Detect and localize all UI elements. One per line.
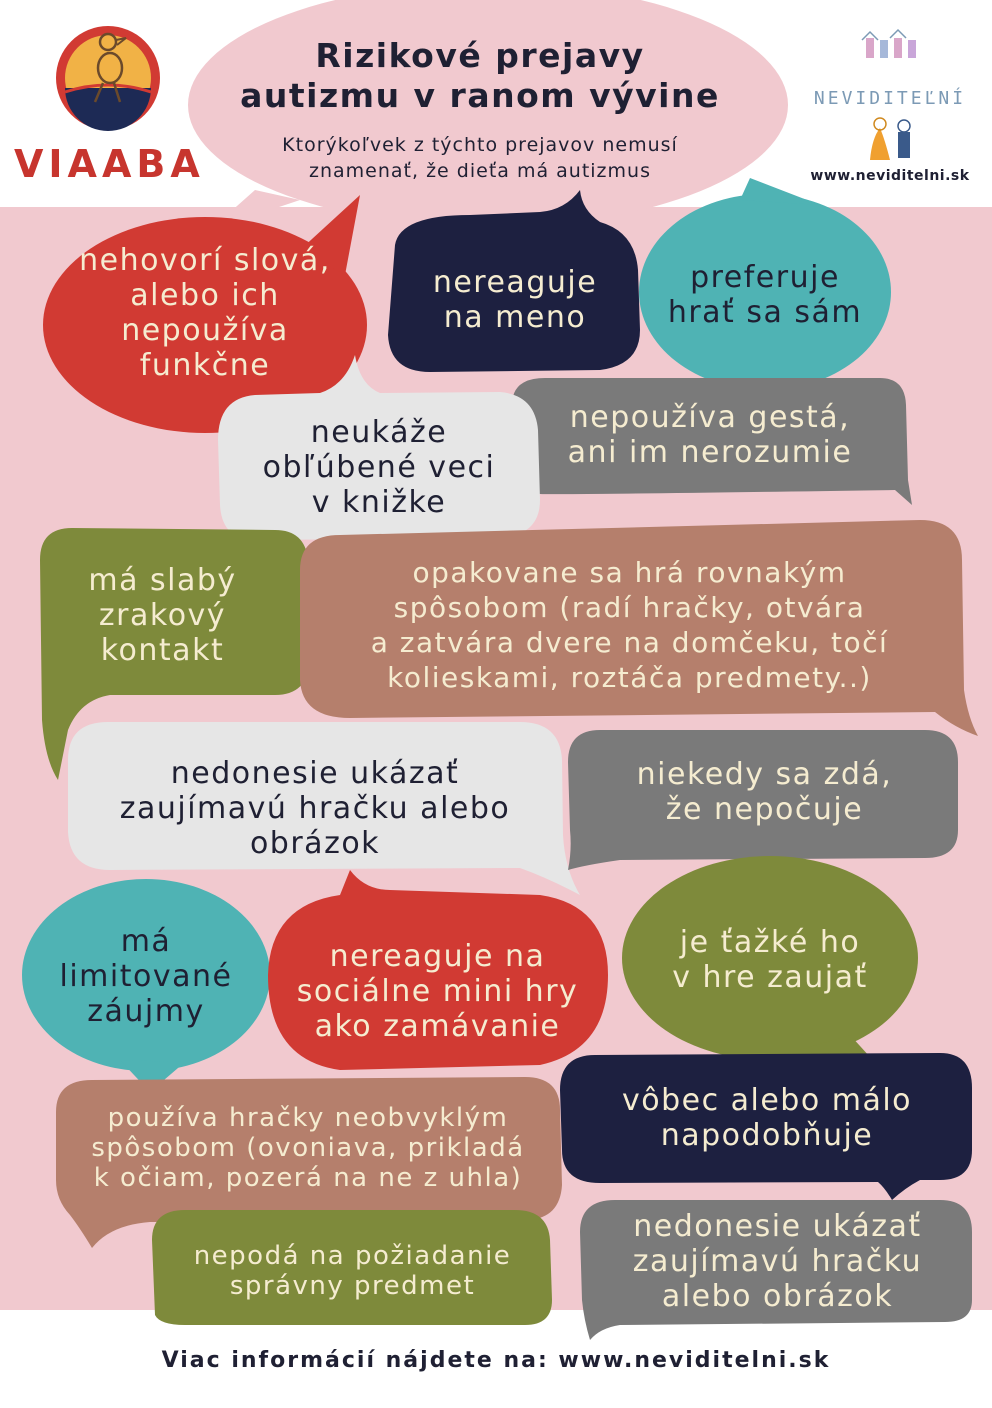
bubble-text-2: nereaguje na meno bbox=[432, 265, 598, 335]
neviditelni-logo-text: NEVIDITEĽNÍ bbox=[813, 88, 967, 109]
title-line-1: Rizikové prejavy bbox=[315, 36, 645, 75]
title-line-2: autizmu v ranom vývine bbox=[240, 76, 720, 115]
bubble-text-14: vôbec alebo málo napodobňuje bbox=[621, 1083, 913, 1153]
bird-sun-logo-icon bbox=[56, 26, 160, 131]
viaaba-logo-text: VIAABA bbox=[14, 142, 205, 186]
bubble-text-6: má slabý zrakový kontakt bbox=[88, 562, 237, 668]
bubble-text-5: nepoužíva gestá, ani im nerozumie bbox=[567, 400, 853, 470]
bubble-text-12: je ťažké ho v hre zaujať bbox=[672, 925, 868, 995]
bubble-text-11: nereaguje na sociálne mini hry ako zamávanie bbox=[296, 938, 579, 1044]
bubble-text-8: nedonesie ukázať zaujímavú hračku alebo obrázok bbox=[119, 755, 511, 861]
subtitle-line-1: Ktorýkoľvek z týchto prejavov nemusí bbox=[282, 134, 678, 156]
bubble-text-13: používa hračky neobvyklým spôsobom (ovoniava, prikladá k očiam, pozerá na ne z uhla) bbox=[91, 1103, 525, 1193]
bubble-text-10: má limitované záujmy bbox=[59, 923, 233, 1029]
bubble-text-1: nehovorí slová, alebo ich nepoužíva funkčne bbox=[79, 242, 331, 383]
neviditelni-url: www.neviditelni.sk bbox=[810, 168, 970, 184]
bubble-text-4: neukáže obľúbené veci v knižke bbox=[262, 415, 496, 520]
bubble-text-3: preferuje hrať sa sám bbox=[667, 260, 863, 330]
subtitle-line-2: znamenať, že dieťa má autizmus bbox=[309, 160, 651, 182]
footer-info-text: Viac informácií nájdete na: www.neviditelni.sk bbox=[161, 1348, 831, 1373]
subtitle bbox=[225, 132, 735, 184]
bubble-text-15: nepodá na požiadanie správny predmet bbox=[193, 1241, 512, 1301]
bubble-text-9: niekedy sa zdá, že nepočuje bbox=[636, 757, 893, 827]
page-title bbox=[220, 36, 740, 116]
bubble-text-16: nedonesie ukázať zaujímavú hračku alebo obrázok bbox=[632, 1208, 923, 1314]
bubble-text-7: opakovane sa hrá rovnakým spôsobom (radí hračky, otvára a zatvára dvere na domčeku, točí kolieskami, roztáča predmety..) bbox=[370, 556, 889, 694]
